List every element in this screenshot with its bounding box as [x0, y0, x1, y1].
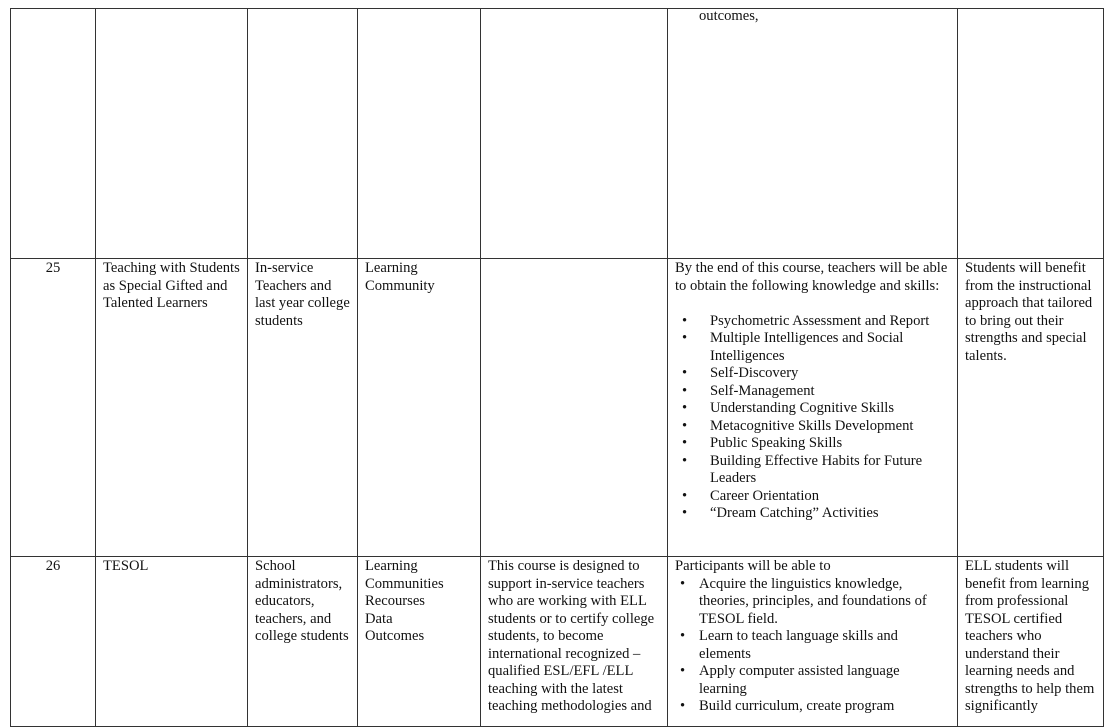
format-line: Learning Communities: [365, 558, 444, 592]
list-item: • Acquire the linguistics knowledge, theories, principles, and foundations of TESOL field.: [675, 576, 950, 629]
course-cell: TESOL: [96, 557, 248, 727]
audience-cell: School administrators, educators, teachers, and college students: [248, 557, 358, 727]
course-cell: Teaching with Students as Special Gifted and Talented Learners: [96, 259, 248, 557]
list-item: • Understanding Cognitive Skills: [675, 400, 950, 418]
outcomes-cell: [668, 557, 958, 727]
benefit-cell: ELL students will benefit from learning from professional TESOL certified teachers who understand their learning needs and strengths to help them significantly: [958, 557, 1104, 727]
list-item: • Learn to teach language skills and elements: [675, 628, 950, 663]
outcomes-continuation-text: outcomes,: [699, 8, 759, 24]
benefit-cell: [958, 9, 1104, 259]
table-row-continuation: [11, 9, 1104, 259]
table-row-26: [11, 557, 1104, 727]
format-line: Recourses: [365, 593, 425, 609]
number-cell: 25: [11, 259, 96, 557]
format-cell: [358, 557, 481, 727]
description-cell: [481, 9, 668, 259]
outcomes-list: [675, 313, 950, 523]
format-cell: Learning Community: [358, 259, 481, 557]
outcomes-cell: [668, 9, 958, 259]
list-item: • Building Effective Habits for Future Leaders: [675, 453, 950, 488]
audience-cell: In-service Teachers and last year college students: [248, 259, 358, 557]
outcomes-cell: [668, 259, 958, 557]
list-item: • Self-Discovery: [675, 365, 950, 383]
outcomes-intro: Participants will be able to: [675, 558, 831, 574]
course-cell: [96, 9, 248, 259]
outcomes-intro: By the end of this course, teachers will be able to obtain the following knowledge and skills:: [675, 260, 948, 294]
list-item: • Build curriculum, create program: [675, 698, 950, 716]
spacer: [675, 295, 950, 313]
description-cell: [481, 259, 668, 557]
outcomes-list: [675, 576, 950, 716]
table-row-25: [11, 259, 1104, 557]
format-line: Outcomes: [365, 628, 425, 644]
benefit-cell: Students will benefit from the instructional approach that tailored to bring out their strengths and special talents.: [958, 259, 1104, 557]
list-item: • Career Orientation: [675, 488, 950, 506]
audience-cell: [248, 9, 358, 259]
format-line: Data: [365, 610, 393, 627]
list-item: • Self-Management: [675, 383, 950, 401]
list-item: • Public Speaking Skills: [675, 435, 950, 453]
list-item: • Psychometric Assessment and Report: [675, 313, 950, 331]
course-table: [10, 8, 1104, 727]
list-item: • Multiple Intelligences and Social Intelligences: [675, 330, 950, 365]
list-item: • Metacognitive Skills Development: [675, 418, 950, 436]
number-cell: [11, 9, 96, 259]
number-cell: 26: [11, 557, 96, 727]
description-cell: This course is designed to support in-service teachers who are working with ELL students or to certify college students, to become international recognized – qualified ESL/EFL /ELL teaching with the latest teaching methodologies and: [481, 557, 668, 727]
list-item: • “Dream Catching” Activities: [675, 505, 950, 523]
list-item: • Apply computer assisted language learning: [675, 663, 950, 698]
format-cell: [358, 9, 481, 259]
